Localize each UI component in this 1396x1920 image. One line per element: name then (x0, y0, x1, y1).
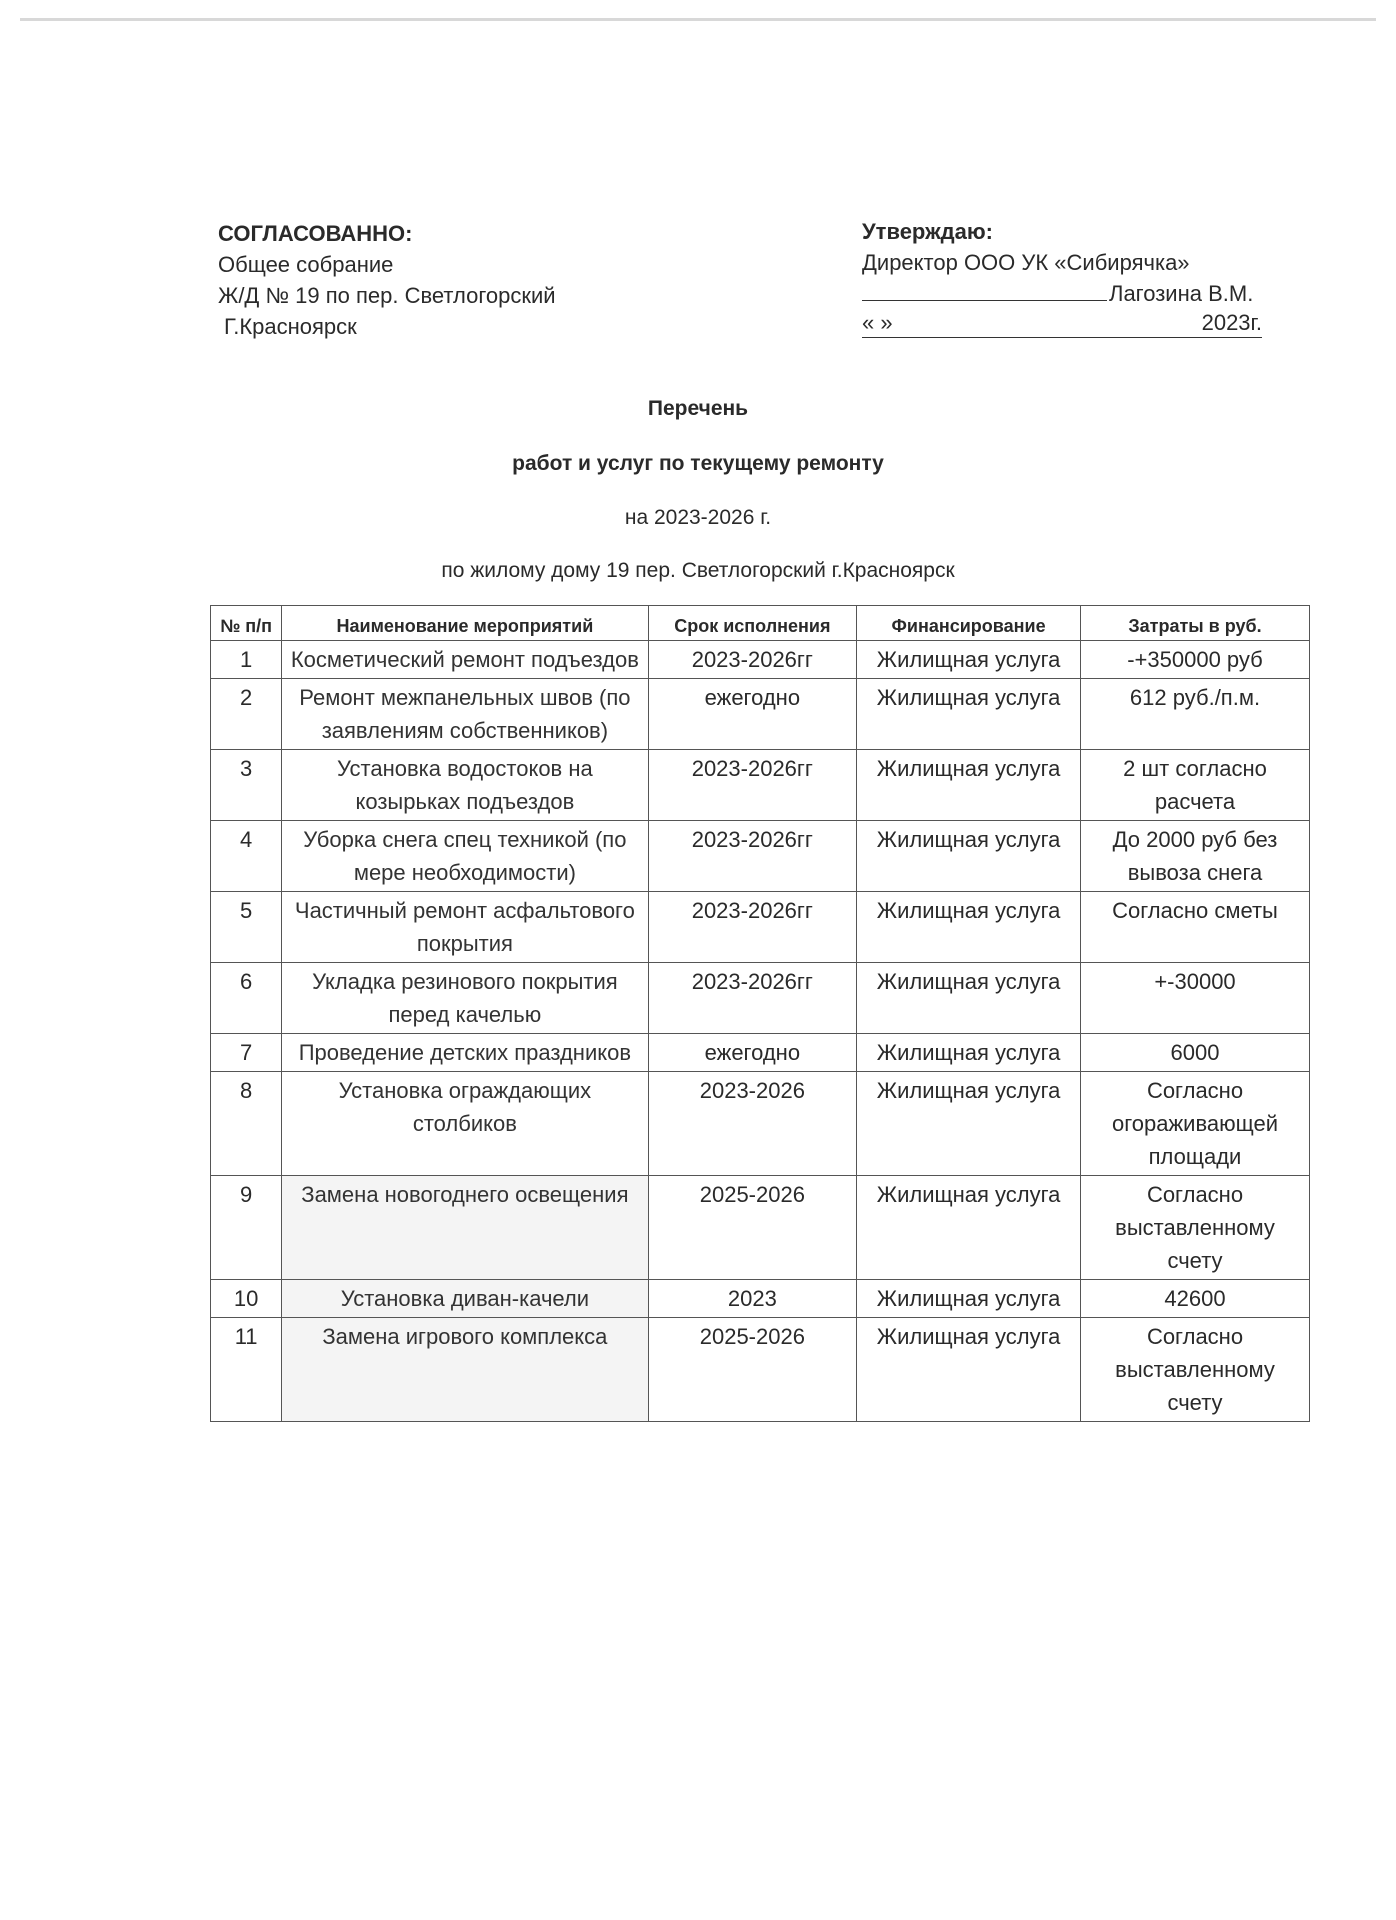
table-row (211, 963, 1310, 1034)
header-cost: Затраты в руб. (1081, 606, 1310, 641)
row-number: 8 (211, 1072, 282, 1176)
approval-right-title: Утверждаю: (862, 219, 993, 244)
row-financing: Жилищная услуга (857, 892, 1081, 963)
row-name: Замена новогоднего освещения (282, 1176, 648, 1280)
row-name: Косметический ремонт подъездов (282, 641, 648, 679)
row-term: 2025-2026 (648, 1176, 857, 1280)
row-term: ежегодно (648, 1034, 857, 1072)
approval-right-line-1: Директор ООО УК «Сибирячка» (862, 250, 1190, 275)
header-financing: Финансирование (857, 606, 1081, 641)
row-financing: Жилищная услуга (857, 1176, 1081, 1280)
document-title: Перечень (647, 397, 749, 420)
row-number: 3 (211, 750, 282, 821)
row-cost: 6000 (1081, 1034, 1310, 1072)
table-row (211, 1280, 1310, 1318)
document-address: по жилому дому 19 пер. Светлогорский г.Красноярск (441, 559, 955, 582)
row-cost: +-30000 (1081, 963, 1310, 1034)
document-period: на 2023-2026 г. (624, 506, 772, 529)
approval-left-line-2: Ж/Д № 19 по пер. Светлогорский (218, 283, 556, 308)
signature-line (862, 278, 1262, 309)
row-name: Проведение детских праздников (282, 1034, 648, 1072)
date-quotes: « » (862, 310, 893, 335)
row-number: 1 (211, 641, 282, 679)
row-number: 6 (211, 963, 282, 1034)
table-row (211, 641, 1310, 679)
signer-name: Лагозина В.М. (1109, 281, 1254, 306)
approval-left-block (218, 218, 556, 342)
row-name: Частичный ремонт асфальтового покрытия (282, 892, 648, 963)
row-number: 9 (211, 1176, 282, 1280)
row-cost: 2 шт согласно расчета (1081, 750, 1310, 821)
works-table (210, 605, 1310, 1422)
row-number: 2 (211, 679, 282, 750)
row-financing: Жилищная услуга (857, 1280, 1081, 1318)
table-row (211, 679, 1310, 750)
row-term: 2023-2026гг (648, 821, 857, 892)
table-row (211, 821, 1310, 892)
row-cost: Согласно сметы (1081, 892, 1310, 963)
approval-left-title: СОГЛАСОВАННО: (218, 221, 413, 246)
approval-left-line-1: Общее собрание (218, 252, 394, 277)
row-cost: 612 руб./п.м. (1081, 679, 1310, 750)
row-number: 10 (211, 1280, 282, 1318)
document-subtitle: работ и услуг по текущему ремонту (512, 452, 884, 475)
date-year: 2023г. (1201, 310, 1262, 335)
row-financing: Жилищная услуга (857, 1072, 1081, 1176)
header-number: № п/п (211, 606, 282, 641)
signature-blank (862, 280, 1107, 301)
row-term: 2023-2026гг (648, 892, 857, 963)
row-name: Замена игрового комплекса (282, 1318, 648, 1422)
table-header-row (211, 606, 1310, 641)
row-financing: Жилищная услуга (857, 1034, 1081, 1072)
row-cost: 42600 (1081, 1280, 1310, 1318)
table-row (211, 1034, 1310, 1072)
row-term: 2023 (648, 1280, 857, 1318)
row-financing: Жилищная услуга (857, 821, 1081, 892)
row-cost: Согласно огораживающей площади (1081, 1072, 1310, 1176)
approval-right-block (862, 216, 1262, 338)
header-term: Срок исполнения (648, 606, 857, 641)
row-financing: Жилищная услуга (857, 641, 1081, 679)
row-name: Уборка снега спец техникой (по мере необходимости) (282, 821, 648, 892)
header-name: Наименование мероприятий (282, 606, 648, 641)
table-row (211, 892, 1310, 963)
table-row (211, 1318, 1310, 1422)
table-row (211, 1072, 1310, 1176)
row-financing: Жилищная услуга (857, 679, 1081, 750)
row-name: Установка водостоков на козырьках подъездов (282, 750, 648, 821)
row-number: 4 (211, 821, 282, 892)
row-cost: -+350000 руб (1081, 641, 1310, 679)
row-financing: Жилищная услуга (857, 963, 1081, 1034)
row-name: Укладка резинового покрытия перед качелью (282, 963, 648, 1034)
row-term: 2023-2026 (648, 1072, 857, 1176)
approval-left-line-3: Г.Красноярск (224, 314, 357, 339)
row-cost: Согласно выставленному счету (1081, 1318, 1310, 1422)
date-line (862, 309, 1262, 338)
row-term: ежегодно (648, 679, 857, 750)
row-term: 2023-2026гг (648, 963, 857, 1034)
row-term: 2023-2026гг (648, 641, 857, 679)
row-financing: Жилищная услуга (857, 750, 1081, 821)
page-top-edge (20, 18, 1376, 21)
row-financing: Жилищная услуга (857, 1318, 1081, 1422)
row-number: 5 (211, 892, 282, 963)
row-number: 11 (211, 1318, 282, 1422)
table-row (211, 1176, 1310, 1280)
row-name: Установка диван-качели (282, 1280, 648, 1318)
row-term: 2023-2026гг (648, 750, 857, 821)
table-row (211, 750, 1310, 821)
row-term: 2025-2026 (648, 1318, 857, 1422)
row-cost: Согласно выставленному счету (1081, 1176, 1310, 1280)
row-number: 7 (211, 1034, 282, 1072)
row-name: Установка ограждающих столбиков (282, 1072, 648, 1176)
row-cost: До 2000 руб без вывоза снега (1081, 821, 1310, 892)
row-name: Ремонт межпанельных швов (по заявлениям собственников) (282, 679, 648, 750)
